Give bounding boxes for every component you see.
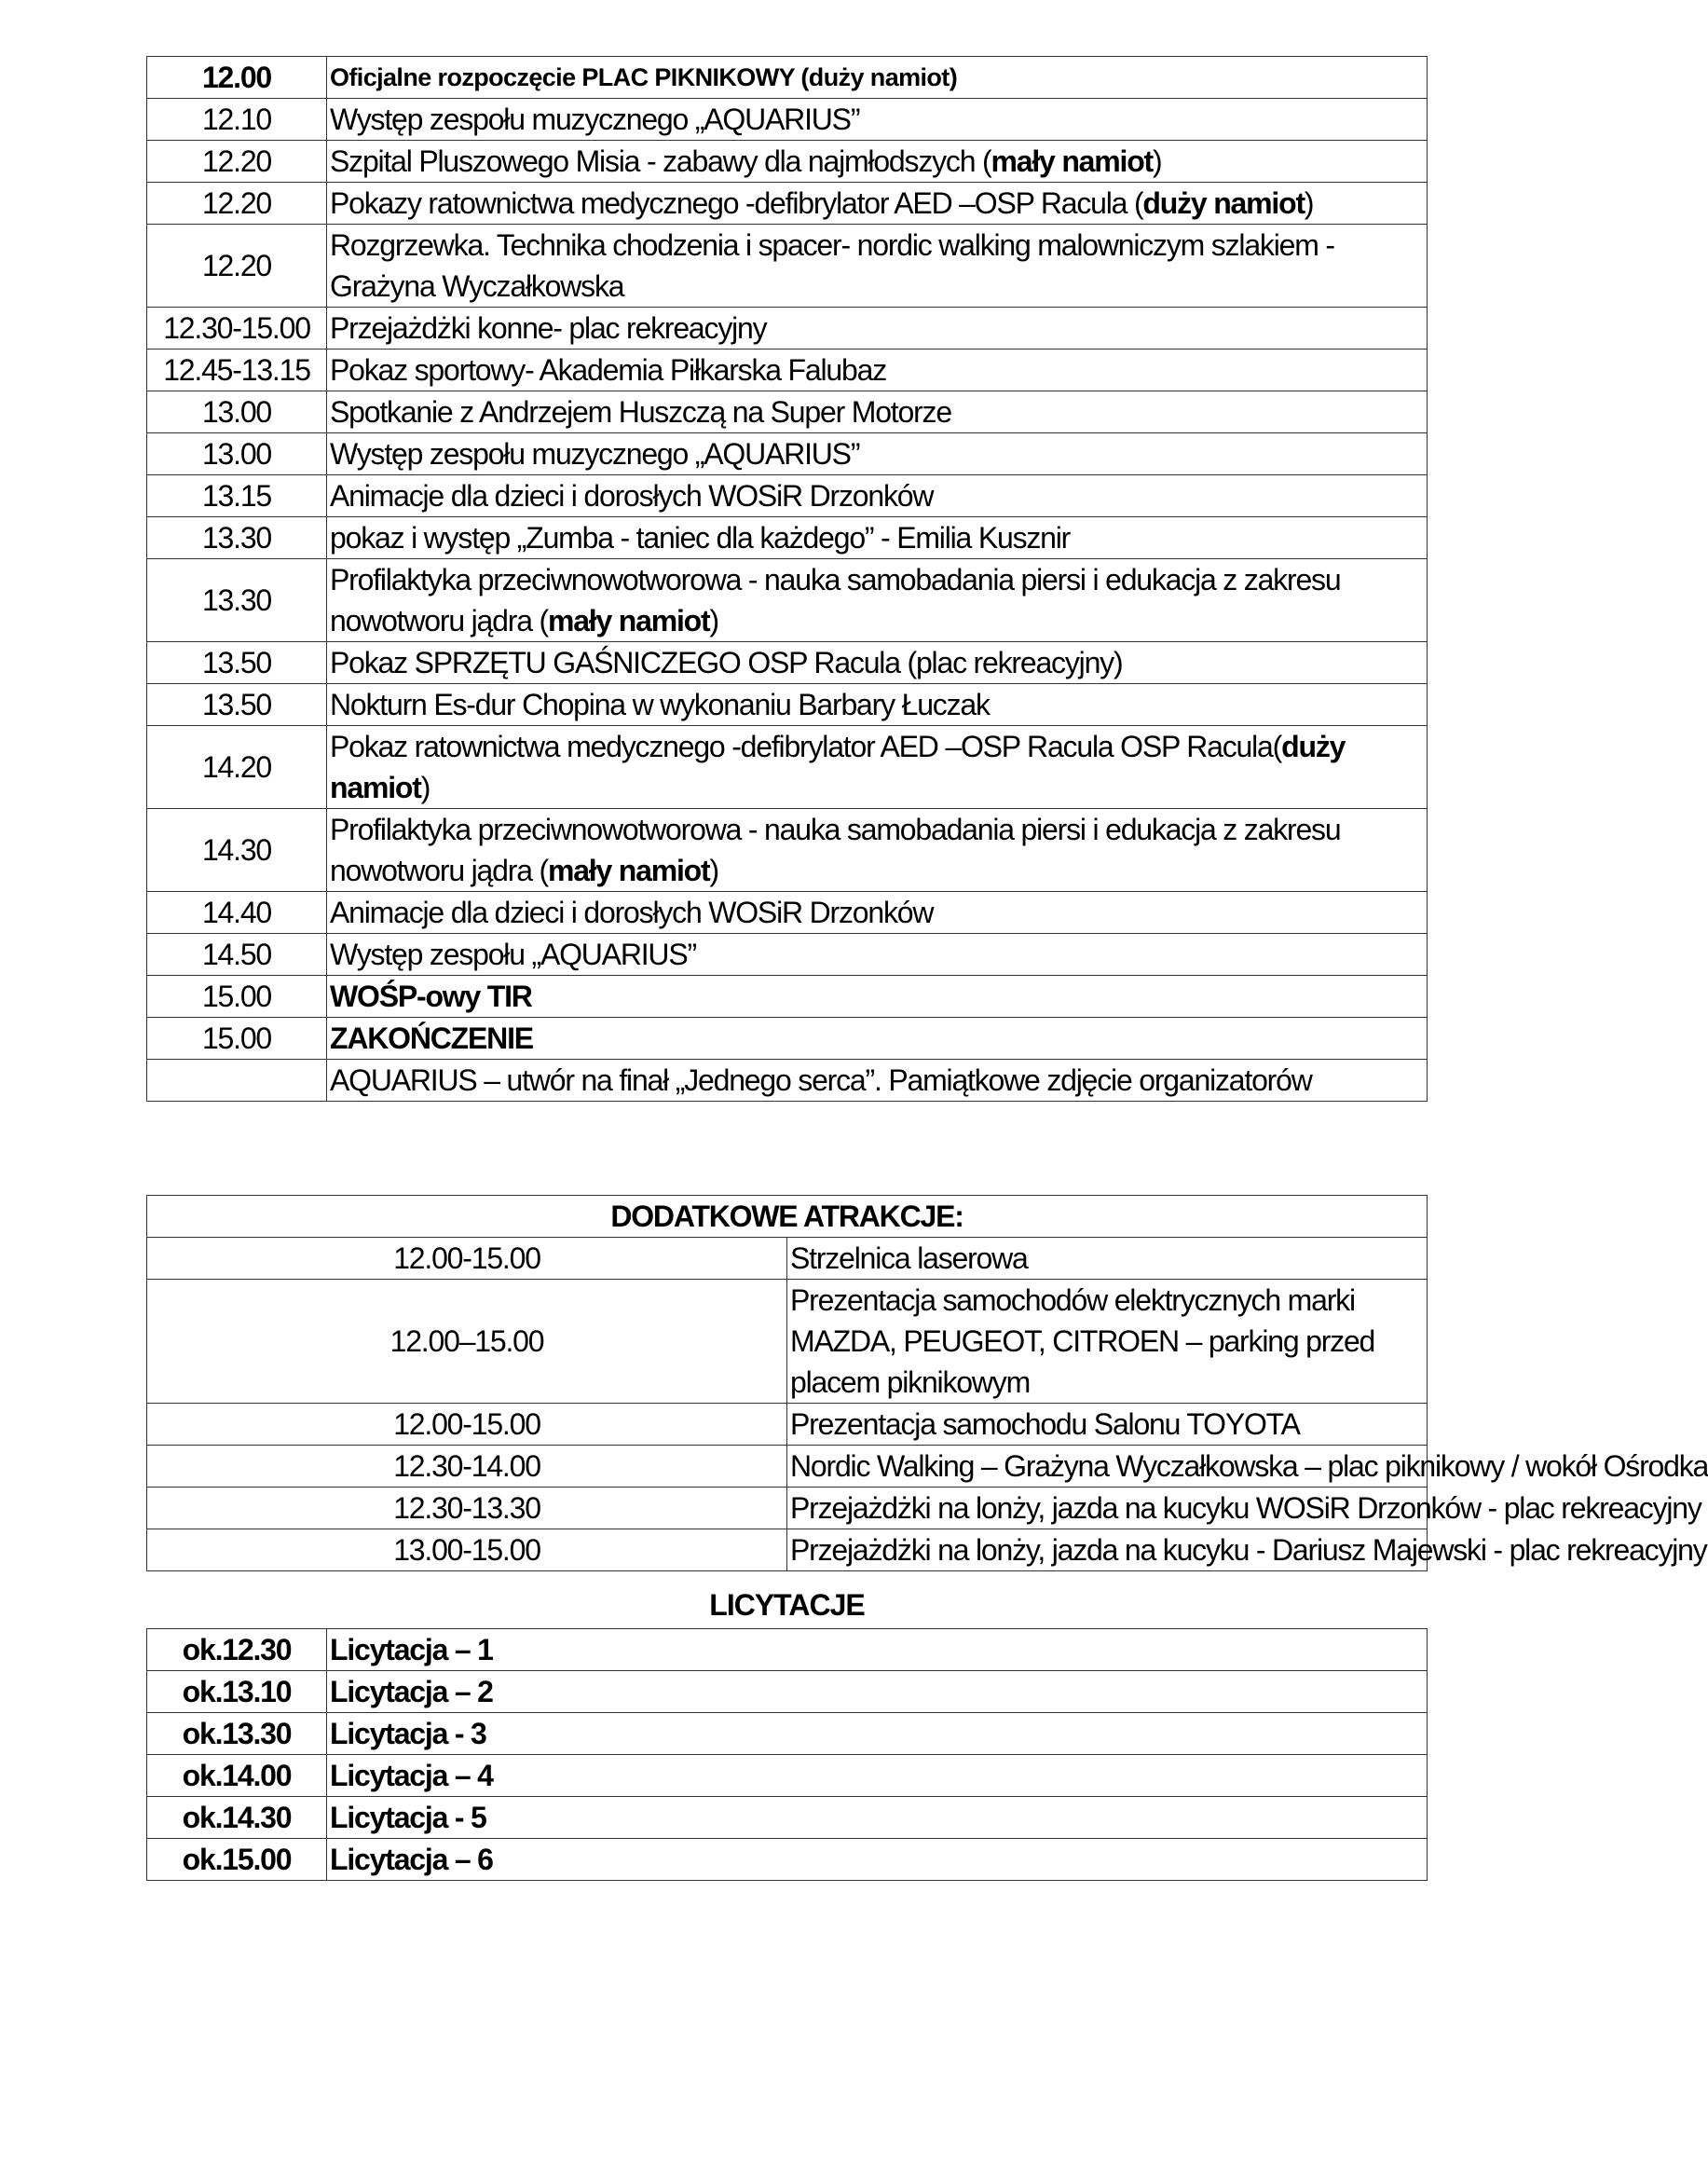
time-cell: 12.30-13.30	[147, 1488, 787, 1529]
event-text: Pokaz ratownictwa medycznego -defibrylator AED –OSP Racula OSP Racula(	[330, 730, 1282, 763]
time-cell: 12.00-15.00	[147, 1238, 787, 1280]
event-text-end: )	[709, 604, 718, 638]
time-cell: 13.00-15.00	[147, 1529, 787, 1571]
time-cell: 12.00	[147, 57, 327, 99]
auction-title: LICYTACJE	[709, 1588, 865, 1622]
table-row	[147, 1238, 1428, 1280]
table-row	[147, 809, 1428, 892]
time-cell: 12.00-15.00	[147, 1404, 787, 1446]
table-row	[147, 517, 1428, 559]
event-cell: pokaz i występ „Zumba - taniec dla każdego” - Emilia Kusznir	[327, 517, 1428, 559]
time-cell: 13.50	[147, 642, 327, 684]
time-cell: 14.50	[147, 934, 327, 976]
event-cell: Występ zespołu muzycznego „AQUARIUS”	[327, 99, 1428, 141]
table-row	[147, 1529, 1428, 1571]
event-cell: Przejażdżki na lonży, jazda na kucyku WOSiR Drzonków - plac rekreacyjny	[787, 1488, 1428, 1529]
location-tag: mały namiot	[547, 854, 710, 887]
time-cell: 14.20	[147, 726, 327, 809]
table-row	[147, 57, 1428, 99]
time-cell	[147, 1060, 327, 1102]
table-row	[147, 1018, 1428, 1060]
table-row	[147, 1713, 1428, 1755]
event-cell	[327, 559, 1428, 642]
location-tag: duży namiot	[330, 730, 1346, 804]
table-row	[147, 1671, 1428, 1713]
event-cell: ZAKOŃCZENIE	[327, 1018, 1428, 1060]
event-cell: Licytacja – 2	[327, 1671, 1428, 1713]
table-row	[147, 308, 1428, 350]
event-cell: Strzelnica laserowa	[787, 1238, 1428, 1280]
event-text: Szpital Pluszowego Misia - zabawy dla najmłodszych (	[330, 144, 991, 178]
time-cell: 13.15	[147, 475, 327, 517]
event-text: Profilaktyka przeciwnowotworowa - nauka samobadania piersi i edukacja z zakresu nowotworu jądra (	[330, 813, 1341, 887]
event-text-end: )	[1153, 144, 1162, 178]
table-row	[147, 559, 1428, 642]
time-cell: 12.45-13.15	[147, 350, 327, 391]
event-cell: Nokturn Es-dur Chopina w wykonaniu Barbary Łuczak	[327, 684, 1428, 726]
table-row	[147, 1797, 1428, 1839]
time-cell: 12.10	[147, 99, 327, 141]
table-row	[147, 141, 1428, 183]
table-row	[147, 1755, 1428, 1797]
event-cell	[327, 141, 1428, 183]
event-cell: Prezentacja samochodu Salonu TOYOTA	[787, 1404, 1428, 1446]
time-cell: 13.30	[147, 517, 327, 559]
location-tag: mały namiot	[991, 144, 1154, 178]
event-cell: Przejażdżki na lonży, jazda na kucyku - Dariusz Majewski - plac rekreacyjny	[787, 1529, 1428, 1571]
event-cell: Rozgrzewka. Technika chodzenia i spacer- nordic walking malowniczym szlakiem -Grażyna Wyczałkowska	[327, 225, 1428, 308]
auction-table	[146, 1628, 1428, 1881]
event-cell: Licytacja – 1	[327, 1629, 1428, 1671]
event-cell: Przejażdżki konne- plac rekreacyjny	[327, 308, 1428, 350]
table-row	[147, 642, 1428, 684]
event-cell	[327, 809, 1428, 892]
time-cell: 14.40	[147, 892, 327, 934]
event-cell: Licytacja - 5	[327, 1797, 1428, 1839]
event-cell: Licytacja – 6	[327, 1839, 1428, 1881]
time-cell: 12.30-15.00	[147, 308, 327, 350]
time-cell: ok.14.00	[147, 1755, 327, 1797]
event-cell: Animacje dla dzieci i dorosłych WOSiR Drzonków	[327, 475, 1428, 517]
event-cell: Spotkanie z Andrzejem Huszczą na Super Motorze	[327, 391, 1428, 433]
schedule-table	[146, 56, 1428, 1102]
event-cell: Animacje dla dzieci i dorosłych WOSiR Drzonków	[327, 892, 1428, 934]
table-row	[147, 976, 1428, 1018]
event-text-end: )	[1304, 186, 1314, 220]
table-row	[147, 934, 1428, 976]
event-cell: Oficjalne rozpoczęcie PLAC PIKNIKOWY (duży namiot)	[327, 57, 1428, 99]
event-cell: Licytacja - 3	[327, 1713, 1428, 1755]
event-text: Profilaktyka przeciwnowotworowa - nauka samobadania piersi i edukacja z zakresu nowotworu jądra (	[330, 563, 1341, 638]
section-title: DODATKOWE ATRAKCJE:	[147, 1196, 1428, 1238]
time-cell: 14.30	[147, 809, 327, 892]
event-cell: Prezentacja samochodów elektrycznych marki MAZDA, PEUGEOT, CITROEN – parking przed placem piknikowym	[787, 1280, 1428, 1404]
event-cell: Pokaz SPRZĘTU GAŚNICZEGO OSP Racula (plac rekreacyjny)	[327, 642, 1428, 684]
time-cell: ok.12.30	[147, 1629, 327, 1671]
time-cell: 13.50	[147, 684, 327, 726]
table-row	[147, 684, 1428, 726]
time-cell: 12.20	[147, 225, 327, 308]
event-cell: Pokaz sportowy- Akademia Piłkarska Falubaz	[327, 350, 1428, 391]
table-row	[147, 475, 1428, 517]
table-row	[147, 350, 1428, 391]
event-cell: AQUARIUS – utwór na finał „Jednego serca”. Pamiątkowe zdjęcie organizatorów	[327, 1060, 1428, 1102]
time-cell: ok.13.10	[147, 1671, 327, 1713]
event-cell: Nordic Walking – Grażyna Wyczałkowska – plac piknikowy / wokół Ośrodka	[787, 1446, 1428, 1488]
time-cell: ok.13.30	[147, 1713, 327, 1755]
time-cell: 13.00	[147, 391, 327, 433]
event-cell	[327, 183, 1428, 225]
event-cell: Licytacja – 4	[327, 1755, 1428, 1797]
table-row	[147, 1280, 1428, 1404]
location-tag: duży namiot	[1142, 186, 1305, 220]
table-row	[147, 1404, 1428, 1446]
event-cell: WOŚP-owy TIR	[327, 976, 1428, 1018]
time-cell: 12.20	[147, 183, 327, 225]
table-row	[147, 1446, 1428, 1488]
table-row	[147, 183, 1428, 225]
table-row	[147, 391, 1428, 433]
extra-attractions-table	[146, 1195, 1708, 1571]
time-cell: 15.00	[147, 1018, 327, 1060]
event-cell: Występ zespołu muzycznego „AQUARIUS”	[327, 433, 1428, 475]
table-row	[147, 1060, 1428, 1102]
time-cell: 12.30-14.00	[147, 1446, 787, 1488]
time-cell: 13.30	[147, 559, 327, 642]
table-row	[147, 433, 1428, 475]
table-row	[147, 225, 1428, 308]
table-row	[147, 1839, 1428, 1881]
event-cell	[327, 726, 1428, 809]
table-row	[147, 726, 1428, 809]
table-row	[147, 1629, 1428, 1671]
time-cell: ok.15.00	[147, 1839, 327, 1881]
table-row	[147, 99, 1428, 141]
location-tag: mały namiot	[547, 604, 710, 638]
table-row	[147, 1488, 1428, 1529]
event-text: Pokazy ratownictwa medycznego -defibrylator AED –OSP Racula (	[330, 186, 1143, 220]
time-cell: 15.00	[147, 976, 327, 1018]
event-text-end: )	[709, 854, 718, 887]
time-cell: ok.14.30	[147, 1797, 327, 1839]
table-row	[147, 892, 1428, 934]
time-cell: 12.20	[147, 141, 327, 183]
event-cell: Występ zespołu „AQUARIUS”	[327, 934, 1428, 976]
event-text-end: )	[420, 771, 430, 804]
time-cell: 13.00	[147, 433, 327, 475]
time-cell: 12.00–15.00	[147, 1280, 787, 1404]
table-header-row	[147, 1196, 1428, 1238]
